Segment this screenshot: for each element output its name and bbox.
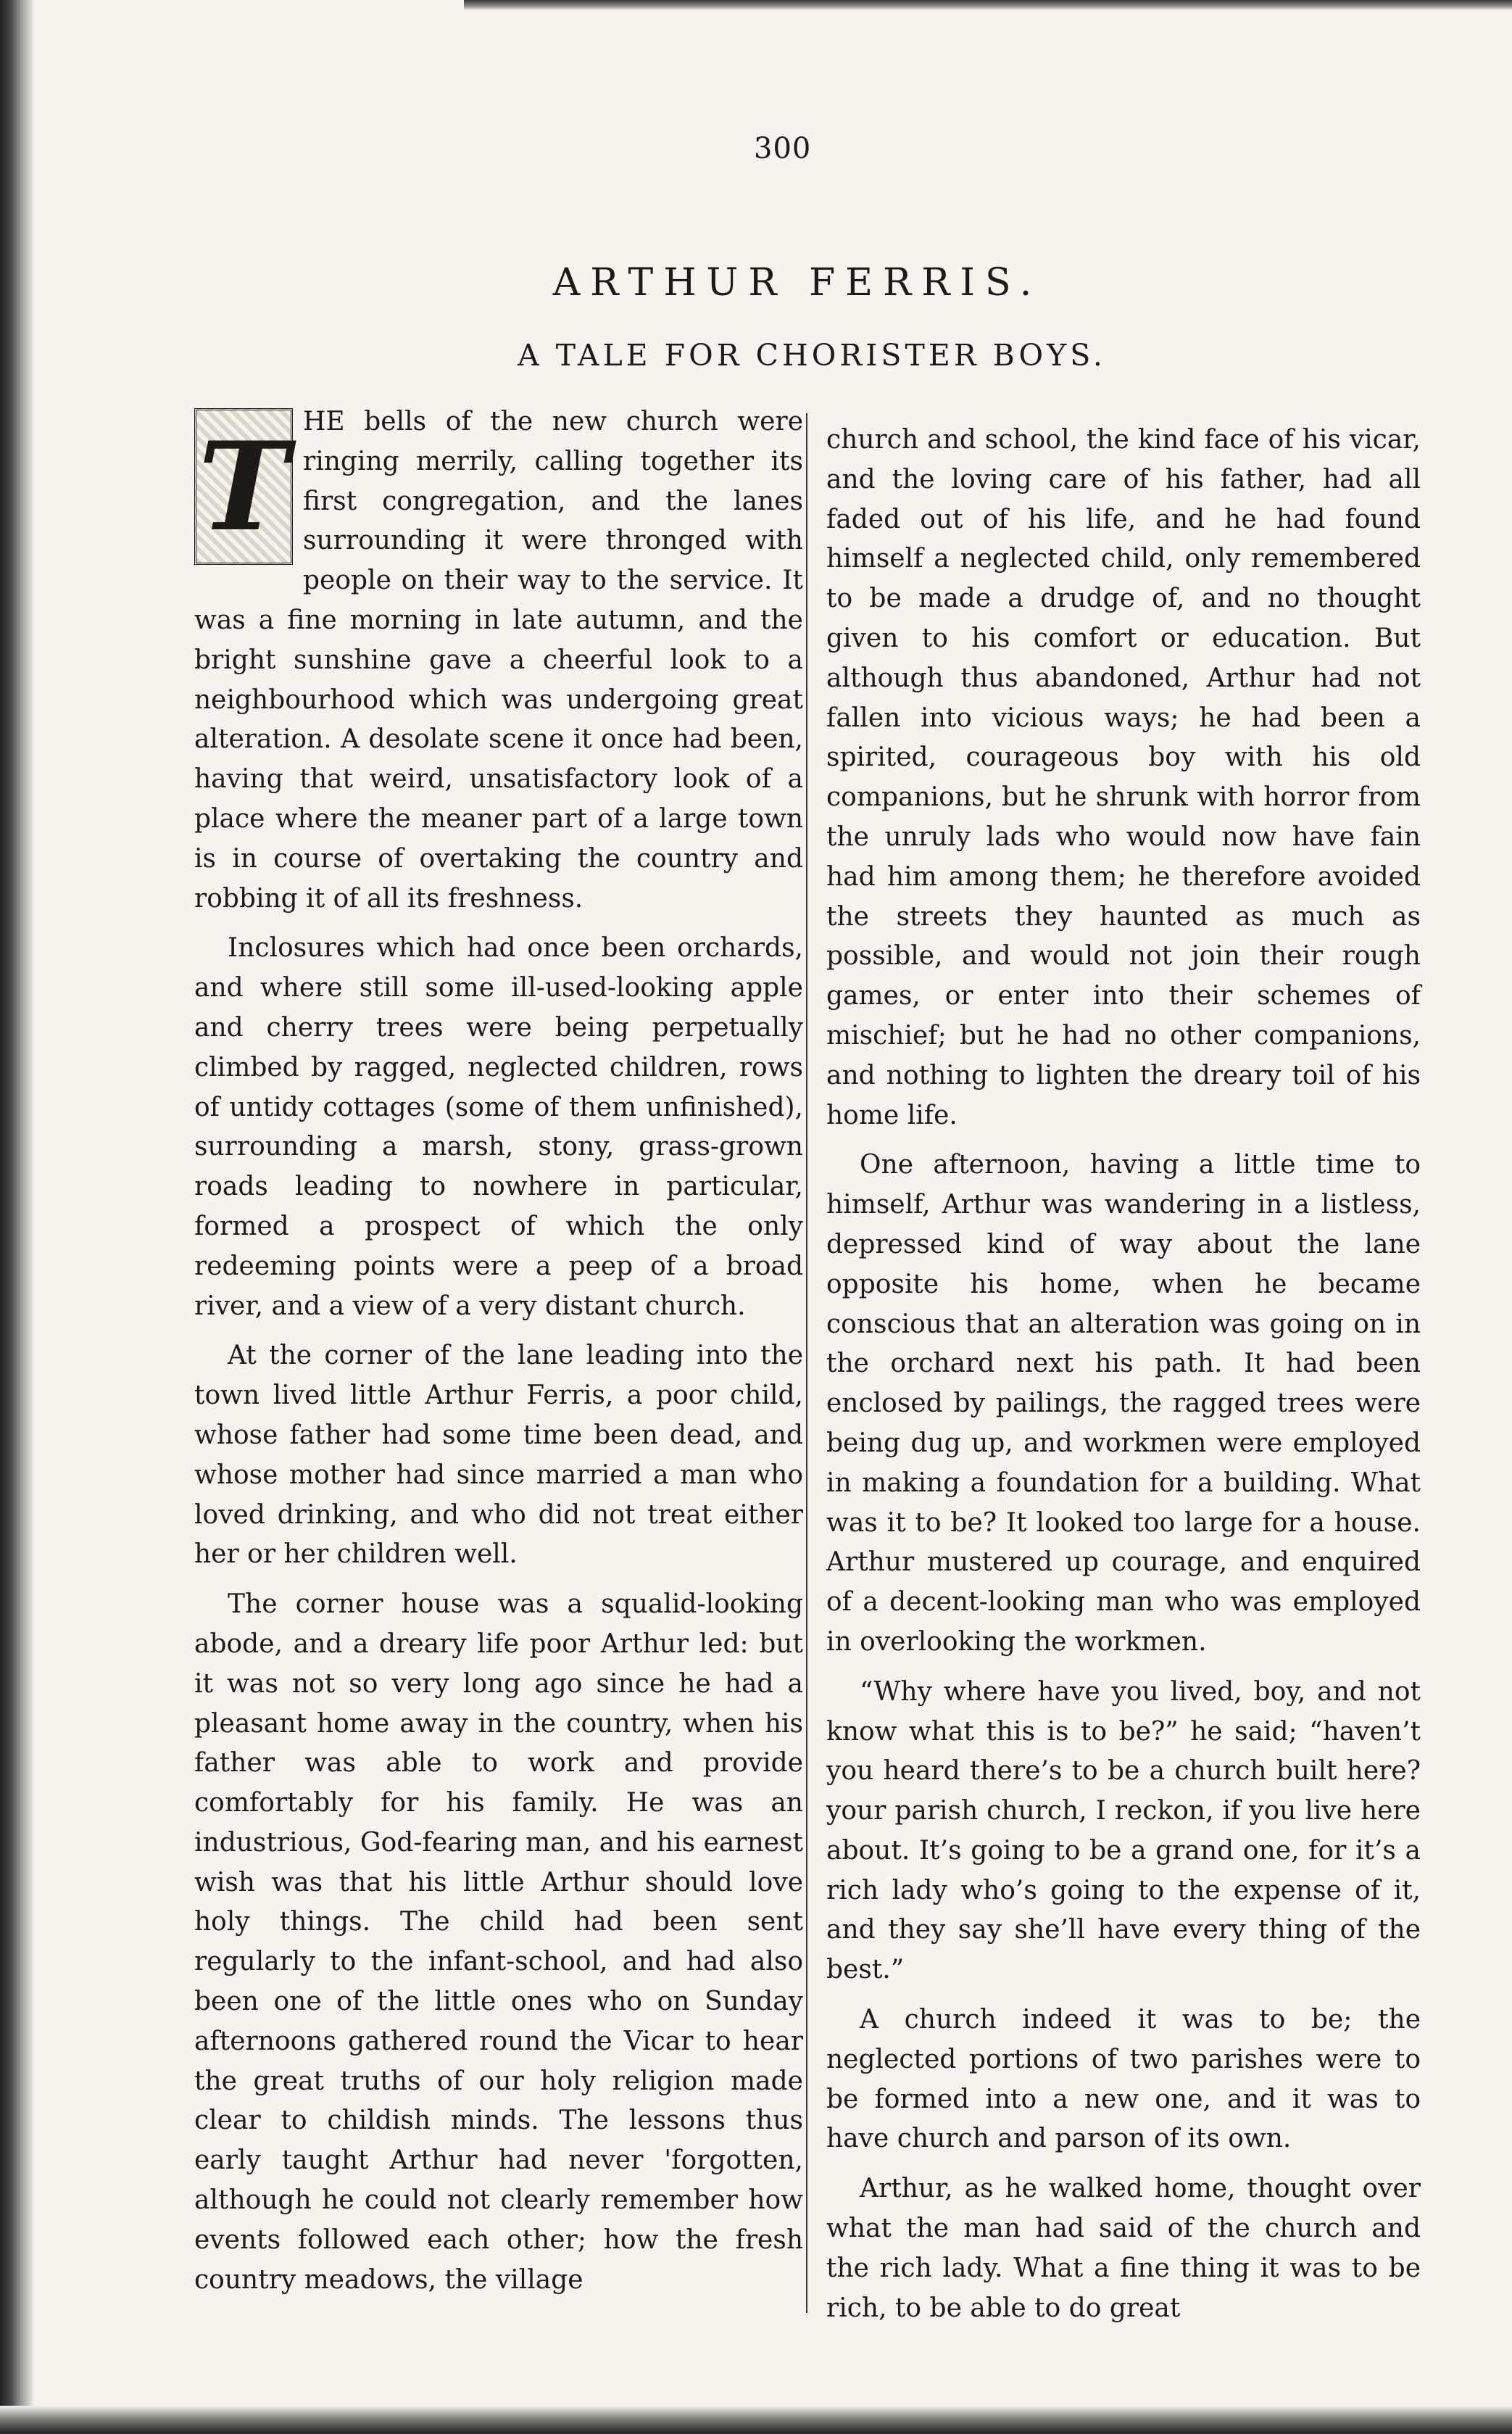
paragraph-corner-house: The corner house was a squalid-looking abode, and a dreary life poor Arthur led: but it was not so very long ago since he had a pleasant home away in the country, when his father was able to work and provide comfortably for his family. He was an industrious, God-fearing man, and his earnest wish was that his little Arthur should love holy things. The child had been sent regularly to the infant-school, and had also been one of the little ones who on Sunday afternoons gathered round the Vicar to hear the great truths of our holy religion made clear to childish minds. The lessons thus early taught Arthur had never 'forgotten, although he could not clearly remember how events followed each other; how the fresh country meadows, the village: [194, 1589, 803, 2295]
drop-cap-letter: T: [198, 415, 289, 558]
paragraph-church-indeed: A church indeed it was to be; the neglected portions of two parishes were to be formed into a new one, and it was to have church and parson of its own.: [826, 2005, 1421, 2154]
paragraph-continuation: church and school, the kind face of his vicar, and the loving care of his father, had all faded out of his life, and he had found himself a neglected child, only remembered to be made a drudge of, and no thought given to his comfort or education. But although thus abandoned, Arthur had not fallen into vicious ways; he had been a spirited, courageous boy with his old companions, but he shrunk with horror from the unruly lads who would now have fain had him among them; he therefore avoided the streets they haunted as much as possible, and would not join their rough games, or enter into their schemes of mischief; but he had no other companions, and nothing to lighten the dreary toil of his home life.: [826, 425, 1421, 1130]
story-subtitle: A TALE FOR CHORISTER BOYS.: [518, 338, 1106, 373]
paragraph-one-afternoon: One afternoon, having a little time to himself, Arthur was wandering in a listless, depressed kind of way about the lane opposite his home, when he became conscious that an alteration was going on in the orchard next his path. It had been enclosed by pailings, the ragged trees were being dug up, and workmen were employed in making a foundation for a building. What was it to be? It looked too large for a house. Arthur mustered up courage, and enquired of a decent-looking man who was employed in overlooking the workmen.: [826, 1150, 1421, 1657]
paragraph-dialogue: “Why where have you lived, boy, and not know what this is to be?” he said; “haven’t you heard there’s to be a church built here? your parish church, I reckon, if you live here about. It’s going to be a grand one, for it’s a rich lady who’s going to the expense of it, and they say she’ll have every thing of the best.”: [826, 1676, 1421, 1985]
paragraph-inclosures: Inclosures which had once been orchards, and where still some ill-used-looking apple and cherry trees were being perpetually climbed by ragged, neglected children, rows of untidy cottages (some of them unfinished), surrounding a marsh, stony, grass-grown roads leading to nowhere in particular, formed a prospect of which the only redeeming points were a peep of a broad river, and a view of a very distant church.: [194, 933, 803, 1321]
page-binding-edge-top: [464, 0, 1512, 10]
paragraph-corner-of-lane: At the corner of the lane leading into the town lived little Arthur Ferris, a poor child, whose father had some time been dead, and whose mother had since married a man who loved drinking, and who did not treat either her or her children well.: [194, 1341, 803, 1570]
page-number: 300: [754, 132, 812, 165]
column-divider: [806, 413, 807, 2313]
story-title: ARTHUR FERRIS.: [552, 261, 1042, 305]
paragraph-opening: [194, 402, 803, 919]
page-binding-edge-left: [0, 0, 35, 2434]
page-binding-edge-bottom: [0, 2406, 1512, 2434]
paragraph-arthur-walked-home: Arthur, as he walked home, thought over what the man had said of the church and the rich lady. What a fine thing it was to be rich, to be able to do great: [826, 2174, 1421, 2323]
ornamental-drop-cap: [194, 408, 293, 565]
right-column: [826, 421, 1421, 2328]
left-column: [194, 402, 803, 2300]
opening-paragraph-text: HE bells of the new church were ringing merrily, calling together its first congregation, and the lanes surrounding it were thronged with people on their way to the service. It was a fine morning in late autumn, and the bright sunshine gave a cheerful look to a neighbourhood which was undergoing great alteration. A desolate scene it once had been, having that weird, unsatisfactory look of a place where the meaner part of a large town is in course of overtaking the country and robbing it of all its freshness.: [194, 407, 803, 914]
